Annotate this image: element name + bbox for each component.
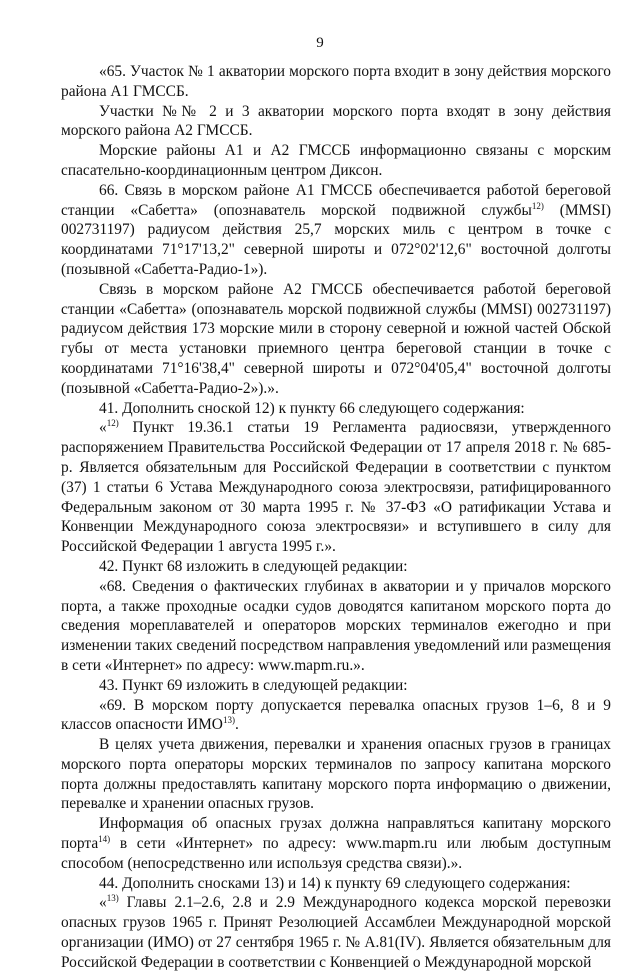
- paragraph: [61, 577, 611, 676]
- paragraph-text: 43. Пункт 69 изложить в следующей редакции:: [99, 676, 408, 694]
- paragraph-text: в сети «Интернет» по адресу: www.mapm.ru или любым доступным способом (непосредственно или используя средства связи).».: [61, 835, 611, 872]
- paragraph: [61, 102, 611, 142]
- page-number: 9: [316, 35, 324, 51]
- paragraph-text: Связь в морском районе А2 ГМССБ обеспечивается работой береговой станции «Сабетта» (опознаватель морской подвижной службы (MMSI) 002731197) радиусом действия 173 морские мили в сторону северной и южной частей Обской губы от места установки приемного центра береговой станции в точке с координатами 71°16'38,4" северной широты и 072°04'05,4" восточной долготы (позывной «Сабетта-Радио-2»).».: [61, 280, 611, 397]
- paragraph: [61, 141, 611, 181]
- paragraph: [61, 418, 611, 557]
- paragraph-text: «65. Участок № 1 акватории морского порта входит в зону действия морского района А1 ГМССБ.: [61, 63, 611, 100]
- paragraph-text: «: [99, 419, 107, 437]
- paragraph: [61, 814, 611, 873]
- paragraph: [61, 181, 611, 280]
- footnote-reference: 12): [531, 200, 544, 211]
- paragraph: [61, 557, 611, 577]
- paragraph-text: «: [99, 894, 107, 912]
- paragraph: [61, 280, 611, 399]
- paragraph-text: 41. Дополнить сноской 12) к пункту 66 следующего содержания:: [99, 399, 525, 417]
- paragraph: [61, 62, 611, 102]
- paragraph-text: Главы 2.1–2.6, 2.8 и 2.9 Международного кодекса морской перевозки опасных грузов 1965 г. Принят Резолюцией Ассамблеи Международной морской организации (ИМО) от 27 сентября 1965 г. № A.81(IV). Является обязательным для Российской Федерации в соответствии с Конвенцией о Международной морской: [61, 894, 611, 971]
- paragraph-text: В целях учета движения, перевалки и хранения опасных грузов в границах морского порта операторы морских терминалов по запросу капитана морского порта должны предоставлять капитану морского порта информацию о движении, перевалке и хранении опасных грузов.: [61, 736, 611, 813]
- paragraph-text: 44. Дополнить сносками 13) и 14) к пункту 69 следующего содержания:: [99, 874, 571, 892]
- paragraph-text: Информация об опасных грузах должна направляться капитану морского порта: [61, 815, 611, 853]
- paragraph-text: Морские районы А1 и А2 ГМССБ информационно связаны с морским спасательно-координационным центром Диксон.: [61, 142, 611, 179]
- paragraph: [61, 874, 611, 894]
- paragraph: [61, 399, 611, 419]
- paragraph-text: 66. Связь в морском районе А1 ГМССБ обеспечивается работой береговой станции «Сабетта» (опознаватель морской подвижной службы: [61, 181, 611, 219]
- footnote-reference: 12): [106, 418, 119, 429]
- footnote-reference: 14): [98, 833, 111, 844]
- footnote-reference: 13): [106, 893, 119, 904]
- paragraph-text: Участки №№ 2 и 3 акватории морского порта входят в зону действия морского района А2 ГМССБ.: [61, 102, 611, 140]
- paragraph-text: Пункт 19.36.1 статьи 19 Регламента радиосвязи, утвержденного распоряжением Правительства Российской Федерации от 17 апреля 2018 г. № 685-р. Является обязательным для Российской Федерации в соответствии с пунктом (37) 1 статьи 6 Устава Международного союза электросвязи, ратифицированного Федеральным законом от 30 марта 1995 г. № 37-ФЗ «О ратификации Устава и Конвенции Международного союза электросвязи» и вступившего в силу для Российской Федерации 1 августа 1995 г.».: [61, 419, 611, 556]
- document-body: [61, 62, 611, 973]
- paragraph: [61, 735, 611, 814]
- paragraph-text: «69. В морском порту допускается перевалка опасных грузов 1–6, 8 и 9 классов опасности ИМО: [61, 696, 611, 734]
- paragraph: [61, 676, 611, 696]
- paragraph-text: 42. Пункт 68 изложить в следующей редакции:: [99, 557, 408, 575]
- paragraph-text: .: [234, 716, 239, 734]
- paragraph-text: (MMSI) 002731197) радиусом действия 25,7 морских миль с центром в точке с координатами 71°17'13,2" северной широты и 072°02'12,6" восточной долготы (позывной «Сабетта-Радио-1»).: [61, 201, 611, 278]
- footnote-reference: 13): [222, 715, 235, 726]
- paragraph-text: «68. Сведения о фактических глубинах в акватории и у причалов морского порта, а также проходные осадки судов доводятся капитаном морского порта до сведения мореплавателей и операторов морских терминалов ежегодно и при изменении таких сведений посредством направления уведомлений или размещения в сети «Интернет» по адресу: www.mapm.ru.».: [61, 577, 611, 674]
- paragraph: [61, 893, 611, 972]
- paragraph: [61, 696, 611, 736]
